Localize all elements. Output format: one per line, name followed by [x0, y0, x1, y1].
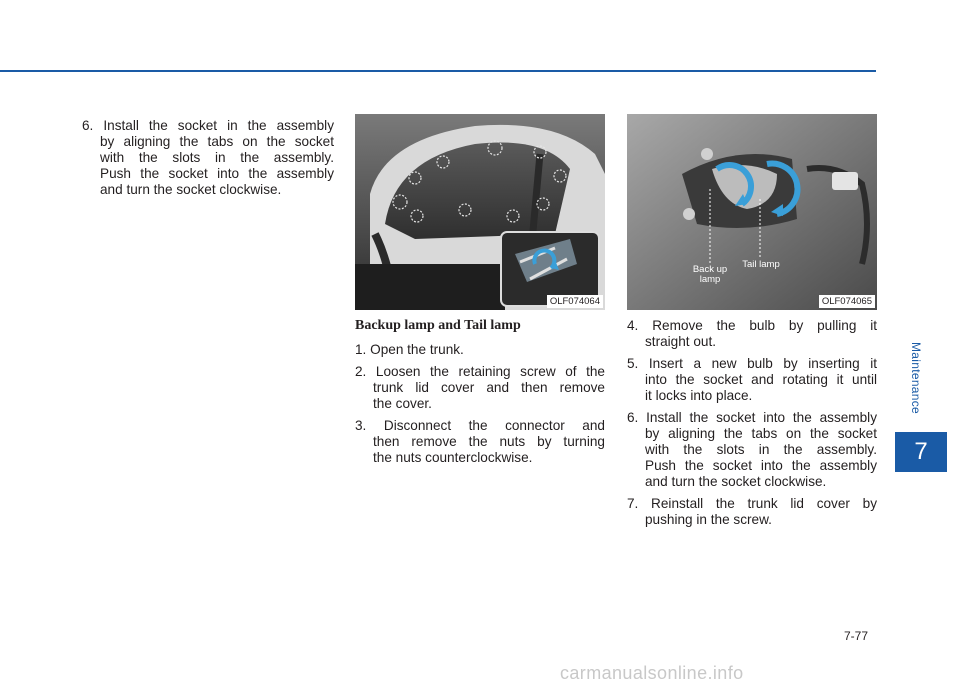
step-6-left: 6. Install the socket in the assembly by aligning the tabs on the socket with the slots in the assembly. Push the socket into the assembly and turn the socket clockwise. [82, 118, 334, 197]
lamp-socket-illustration [627, 114, 877, 310]
watermark: carmanualsonline.info [560, 663, 744, 683]
trunk-lid-figure [355, 114, 605, 310]
column-left [82, 118, 334, 204]
trunk-lid-illustration [355, 114, 605, 310]
step-3: 3. Disconnect the connector and then remove the nuts by turning the nuts counterclockwise. [355, 418, 605, 465]
section-tab-label: Maintenance [909, 342, 923, 415]
backup-lamp-callout: Back up lamp [692, 264, 728, 285]
tail-lamp-callout: Tail lamp [742, 259, 780, 270]
page-number: 7-77 [844, 629, 869, 643]
figure-code: OLF074064 [547, 295, 603, 308]
header-rule [0, 70, 876, 72]
step-1: 1. Open the trunk. [355, 342, 464, 357]
chapter-number-badge: 7 [895, 432, 947, 472]
column-middle [355, 318, 605, 472]
step-4: 4. Remove the bulb by pulling it straight out. [627, 318, 877, 349]
step-5: 5. Insert a new bulb by inserting it into the socket and rotating it until it locks into place. [627, 356, 877, 403]
step-2: 2. Loosen the retaining screw of the trunk lid cover and then remove the cover. [355, 364, 605, 411]
column-right [627, 318, 877, 534]
lamp-socket-figure [627, 114, 877, 310]
step-6-right: 6. Install the socket into the assembly by aligning the tabs on the socket with the slots in the assembly. Push the socket into the assembly and turn the socket clockwise. [627, 410, 877, 489]
section-heading: Backup lamp and Tail lamp [355, 318, 521, 333]
step-7: 7. Reinstall the trunk lid cover by pushing in the screw. [627, 496, 877, 527]
figure-code: OLF074065 [819, 295, 875, 308]
